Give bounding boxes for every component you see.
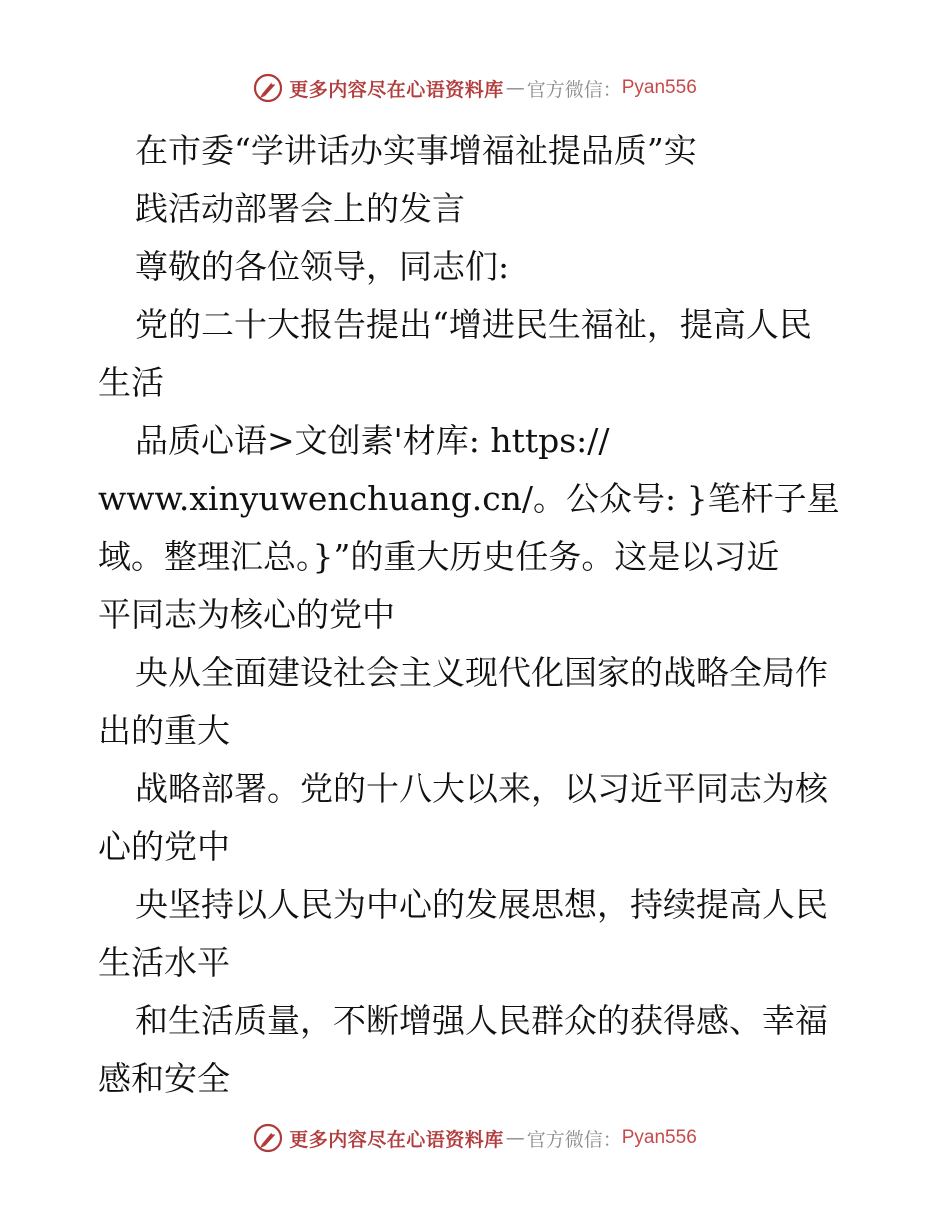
text-line: 平同志为核心的党中 bbox=[98, 595, 395, 634]
text-line: 和生活质量，不断增强人民群众的获得感、幸福 bbox=[135, 1001, 828, 1040]
text-line: 品质心语>文创素'材库: https:// bbox=[135, 421, 610, 460]
text-line: 域。整理汇总。}”的重大历史任务。这是以习近 bbox=[98, 537, 780, 576]
text-line: 感和安全 bbox=[98, 1059, 230, 1098]
watermark-wechat-label: 官方微信： bbox=[526, 78, 622, 101]
text-line: 党的二十大报告提出“增进民生福祉，提高人民 bbox=[135, 305, 812, 344]
watermark-wechat-id: Pyan556 bbox=[621, 1127, 697, 1148]
text-line: 尊敬的各位领导，同志们: bbox=[135, 247, 510, 286]
text-line: 央坚持以人民为中心的发展思想，持续提高人民 bbox=[135, 885, 828, 924]
text-line: 生活水平 bbox=[98, 943, 230, 982]
text-line: 践活动部署会上的发言 bbox=[135, 189, 465, 228]
watermark-separator: — bbox=[505, 1127, 525, 1149]
text-line: 战略部署。党的十八大以来，以习近平同志为核 bbox=[135, 769, 828, 808]
text-line: www.xinyuwenchuang.cn/。公众号: }笔杆子星 bbox=[98, 479, 840, 518]
footer-watermark bbox=[0, 1120, 950, 1156]
text-line: 出的重大 bbox=[98, 711, 230, 750]
watermark-brand: 更多内容尽在心语资料库 bbox=[289, 1128, 504, 1151]
pen-nib-logo-icon bbox=[253, 73, 283, 103]
text-line: 心的党中 bbox=[98, 827, 230, 866]
watermark-separator: — bbox=[505, 77, 525, 99]
text-line: 生活 bbox=[98, 363, 164, 402]
watermark-brand: 更多内容尽在心语资料库 bbox=[289, 78, 504, 101]
text-line: 在市委“学讲话办实事增福祉提品质”实 bbox=[135, 131, 697, 170]
watermark-wechat-label: 官方微信： bbox=[526, 1128, 622, 1151]
text-line: 央从全面建设社会主义现代化国家的战略全局作 bbox=[135, 653, 828, 692]
document-body bbox=[98, 122, 858, 1108]
watermark-wechat-id: Pyan556 bbox=[621, 77, 697, 98]
pen-nib-logo-icon bbox=[253, 1123, 283, 1153]
header-watermark bbox=[0, 70, 950, 106]
